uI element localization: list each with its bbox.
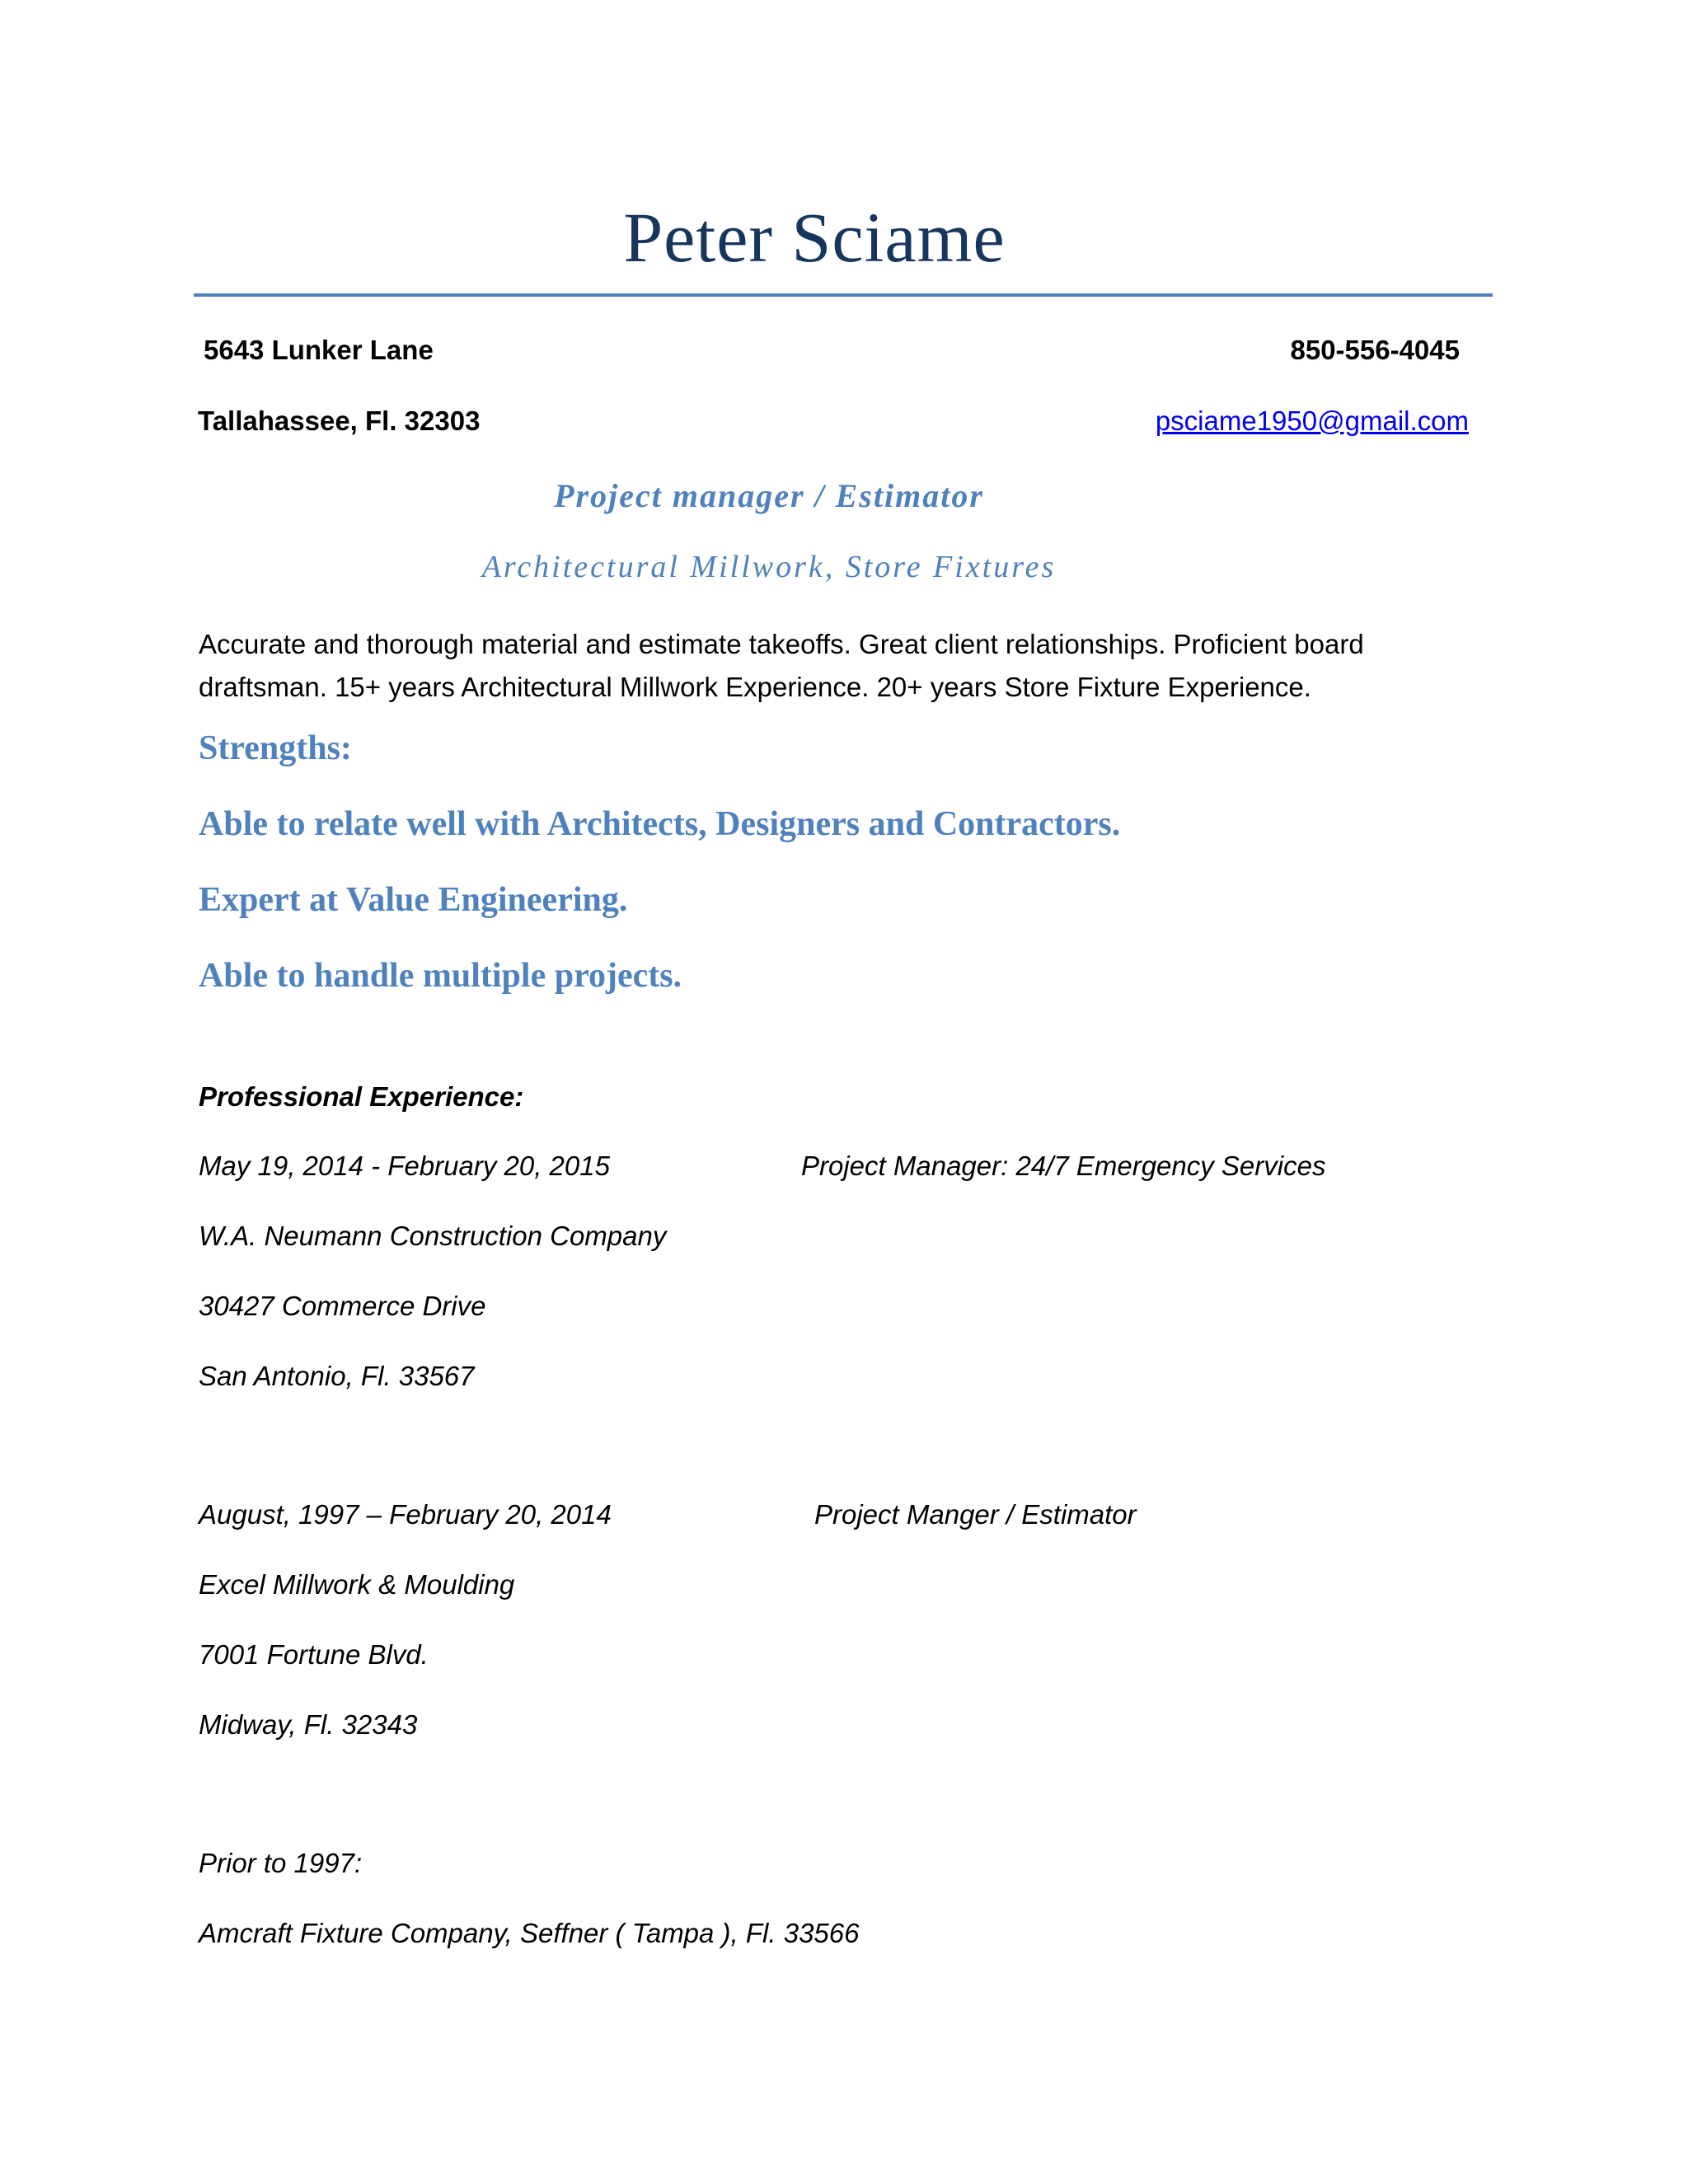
strength-item: Able to relate well with Architects, Designers and Contractors.: [199, 805, 1121, 843]
job-title: Project manager / Estimator: [554, 477, 984, 514]
job-address: 7001 Fortune Blvd.: [199, 1639, 429, 1670]
job-dates: May 19, 2014 - February 20, 2015: [199, 1151, 610, 1181]
phone-number: 850-556-4045: [1290, 335, 1460, 365]
specialty: Architectural Millwork, Store Fixtures: [481, 550, 1057, 584]
strength-item: Able to handle multiple projects.: [199, 957, 682, 995]
prior-experience-label: Prior to 1997:: [199, 1848, 363, 1878]
job-dates: August, 1997 – February 20, 2014: [199, 1499, 612, 1530]
job-position: Project Manager: 24/7 Emergency Services: [801, 1151, 1326, 1181]
header-divider: [194, 293, 1493, 297]
job-city: Midway, Fl. 32343: [199, 1709, 418, 1740]
city-state-zip: Tallahassee, Fl. 32303: [198, 405, 481, 436]
prior-company: Amcraft Fixture Company, Seffner ( Tampa ), Fl. 33566: [199, 1918, 860, 1948]
email-link[interactable]: psciame1950@gmail.com: [1155, 405, 1469, 436]
job-city: San Antonio, Fl. 33567: [199, 1361, 475, 1391]
strength-item: Expert at Value Engineering.: [199, 881, 628, 919]
job-company: Excel Millwork & Moulding: [199, 1569, 515, 1600]
job-position: Project Manger / Estimator: [814, 1499, 1137, 1530]
summary-paragraph: Accurate and thorough material and estimate takeoffs. Great client relationships. Proficient board draftsman. 15+ years Architectural Millwork Experience. 20+ years Store Fixture Experience.: [199, 629, 1364, 702]
street-address: 5643 Lunker Lane: [204, 335, 434, 365]
job-address: 30427 Commerce Drive: [199, 1291, 486, 1321]
experience-heading: Professional Experience:: [199, 1081, 524, 1112]
candidate-name: Peter Sciame: [623, 198, 1006, 277]
job-company: W.A. Neumann Construction Company: [199, 1221, 667, 1251]
strengths-heading: Strengths:: [199, 729, 352, 767]
